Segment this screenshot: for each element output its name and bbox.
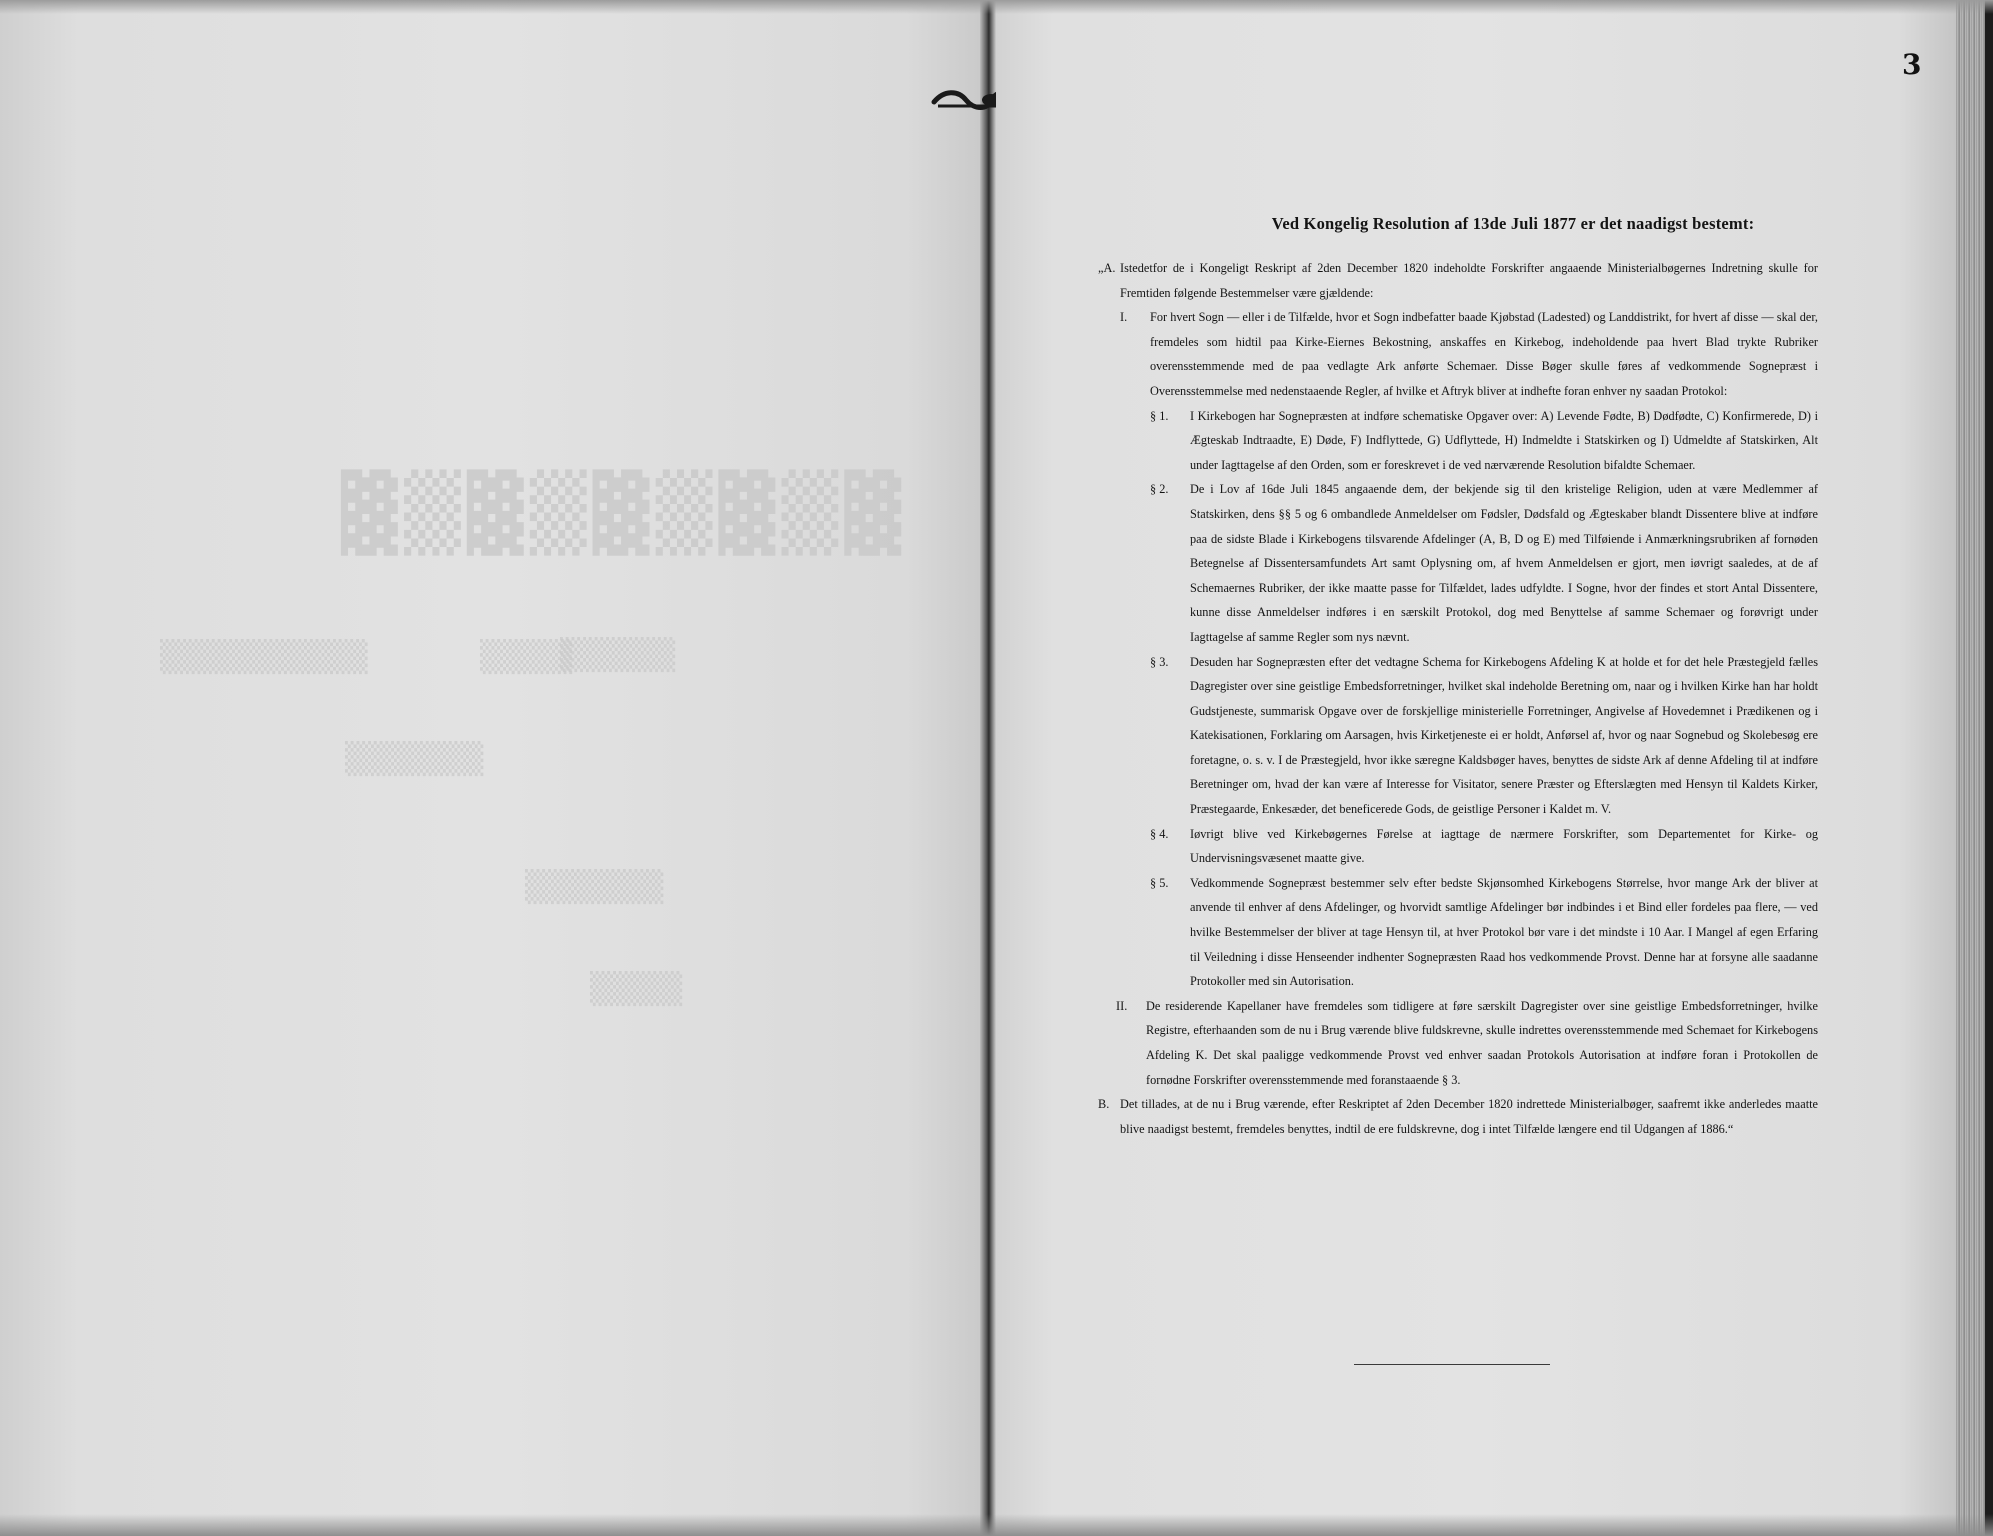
paragraph-1: [1098, 404, 1818, 478]
page-number: 3: [1902, 48, 1922, 81]
bleed-through-line: ▒▒▒▒▒▒▒▒▒: [160, 640, 368, 675]
bleed-through-line: ▒▒▒▒▒▒: [525, 870, 664, 905]
left-page: [0, 0, 985, 1536]
bleed-through-line: ▒▒▒▒▒▒: [345, 742, 484, 777]
paragraph-label: § 5.: [1150, 875, 1169, 890]
paragraph-text: De i Lov af 16de Juli 1845 angaaende dem, der bekjende sig til den kristelige Religion, uden at være Medlemmer af Statskirken, dens §§ 5 og 6 ombandlede Anmeldelser om Fødsler, Dødsfald og Ægteskaber blandt Dissentere blive at indføre paa de sidste Blade i Kirkebogens tilsvarende Afdelinger (A, B, D og E) med Tilføiende i Anmærkningsrubriken af fornøden Betegnelse af Dissentersamfundets Art samt Oplysning om, af hvem Anmeldelsen er gjort, men iøvrigt saaledes, at de af Schemaernes Rubriker, der ikke maatte passe for Tilfældet, lades udfyldte. I Sogne, hvor der findes et stort Antal Dissentere, kunne disse Anmeldelser indføres i en særskilt Protokol, dog med Benyttelse af samme Schemaer og forøvrigt under Iagttagelse af samme Regler som nys nævnt.: [1190, 482, 1818, 644]
paragraph-5: [1098, 871, 1818, 994]
section-text: De residerende Kapellaner have fremdeles som tidligere at føre særskilt Dagregister over sine geistlige Embedsforretninger, hvilke Registre, efterhaanden som de nu i Brug værende blive fuldskrevne, skulle indrettes overensstemmende med Schemaet for Kirkebogens Afdeling K. Det skal paaligge vedkommende Provst ved enhver saadan Protokols Autorisation at indføre foran i Protokollen de fornødne Forskrifter overensstemmende med foranstaaende § 3.: [1146, 998, 1818, 1087]
closing-rule: [1354, 1364, 1550, 1365]
section-text: For hvert Sogn — eller i de Tilfælde, hvor et Sogn indbefatter baade Kjøbstad (Ladested) og Landdistrikt, for hvert af disse — skal der, fremdeles som hidtil paa Kirke-Eiernes Bekostning, anskaffes en Kirkebog, indeholdende paa hvert Blad trykte Rubriker overensstemmende med de paa vedlagte Ark anførte Schemaer. Disse Bøger skulle føres af vedkommende Sognepræst i Overensstemmelse med nedenstaaende Regler, af hvilke et Aftryk bliver at indhefte foran enhver ny saadan Protokol:: [1150, 310, 1818, 398]
section-a: [1098, 256, 1818, 305]
section-i: [1098, 305, 1818, 403]
section-label: II.: [1116, 998, 1128, 1013]
paragraph-text: Iøvrigt blive ved Kirkebøgernes Førelse at iagttage de nærmere Forskrifter, som Departementet for Kirke- og Undervisningsvæsenet maatte give.: [1190, 826, 1818, 866]
paragraph-2: [1098, 477, 1818, 649]
scan-shadow-top: [0, 0, 1993, 14]
section-b: [1098, 1092, 1818, 1141]
bleed-through-line: ▒▒▒▒: [590, 972, 683, 1007]
paragraph-text: I Kirkebogen har Sognepræsten at indføre schematiske Opgaver over: A) Levende Fødte, B) Dødfødte, C) Konfirmerede, D) i Ægteskab Indtraadte, E) Døde, F) Indflyttede, G) Udflyttede, H) Indmeldte i Statskirken og I) Udmeldte af Statskirken, Alt under Iagttagelse af den Orden, som er foreskrevet i de ved nærværende Resolution bifaldte Schemaer.: [1190, 408, 1818, 472]
book-gutter: [980, 0, 996, 1536]
bleed-through-title: ▓▒▓▒▓▒▓▒▓: [335, 470, 902, 556]
section-ii: [1098, 994, 1818, 1092]
paragraph-label: § 4.: [1150, 826, 1169, 841]
page-edges: [1956, 0, 1993, 1536]
bleed-through-line: ▒▒▒▒: [480, 640, 573, 675]
section-text: Det tillades, at de nu i Brug værende, efter Reskriptet af 2den December 1820 indrettede Ministerialbøger, saafremt ikke anderledes maatte blive naadigst bestemt, fremdeles benyttes, indtil de ere fuldskrevne, dog i intet Tilfælde længere end til Udgangen af 1886.“: [1120, 1097, 1818, 1136]
paragraph-label: § 3.: [1150, 654, 1169, 669]
scan-shadow-bottom: [0, 1514, 1993, 1536]
resolution-text: [1098, 214, 1818, 1141]
paragraph-label: § 2.: [1150, 482, 1169, 497]
bleed-through-line: ▒▒▒▒▒: [560, 638, 676, 673]
paragraph-text: Vedkommende Sognepræst bestemmer selv efter bedste Skjønsomhed Kirkebogens Størrelse, hvor mange Ark der bliver at anvende til enhver af dens Afdelinger, og hvorvidt samtlige Afdelinger bør indbindes i et Bind eller fordeles paa flere, — ved hvilke Bestemmelser der bliver at tage Hensyn til, at hver Protokol bør vare i det mindste i 10 Aar. I Mangel af egen Erfaring til Veiledning i disse Henseender indhenter Sognepræsten Raad hos vedkommende Provst. Denne har at forsyne alle saadanne Protokoller med sin Autorisation.: [1190, 875, 1818, 989]
section-label: B.: [1098, 1097, 1110, 1112]
section-label: „A.: [1098, 261, 1116, 275]
paragraph-4: [1098, 822, 1818, 871]
paragraph-3: [1098, 650, 1818, 822]
paragraph-text: Desuden har Sognepræsten efter det vedtagne Schema for Kirkebogens Afdeling K at holde et for det hele Præstegjeld fælles Dagregister over sine geistlige Embedsforretninger, hvilket skal indeholde Beretning om, naar og i hvilken Kirke han har holdt Gudstjeneste, summarisk Opgave over de forskjellige ministerielle Forretninger, Angivelse af Hovedemnet i Prædikenen og i Katekisationen, Forklaring om Aarsagen, hvis Kirketjeneste ei er holdt, Anførsel af, hvor og naar Sognebud og Skolebesøg ere foretagne, o. s. v. I de Præstegjeld, hvor ikke særegne Kaldsbøger haves, benyttes de sidste Ark af denne Afdeling til at indføre Beretninger om, hvad der kan være af Interesse for Visitator, senere Præster og Efterslægten med Hensyn til Kaldets Kirker, Præstegaarde, Enkesæder, det beneficerede Gods, de geistlige Personer i Kaldet m. V.: [1190, 654, 1818, 817]
paragraph-label: § 1.: [1150, 408, 1169, 423]
page-title: Ved Kongelig Resolution af 13de Juli 1877 er det naadigst bestemt:: [1271, 214, 1755, 233]
section-text: Istedetfor de i Kongeligt Reskript af 2den December 1820 indeholdte Forskrifter angaaende Ministerialbøgernes Indretning skulle for Fremtiden følgende Bestemmelser være gjældende:: [1120, 261, 1818, 300]
section-label: I.: [1120, 310, 1128, 325]
